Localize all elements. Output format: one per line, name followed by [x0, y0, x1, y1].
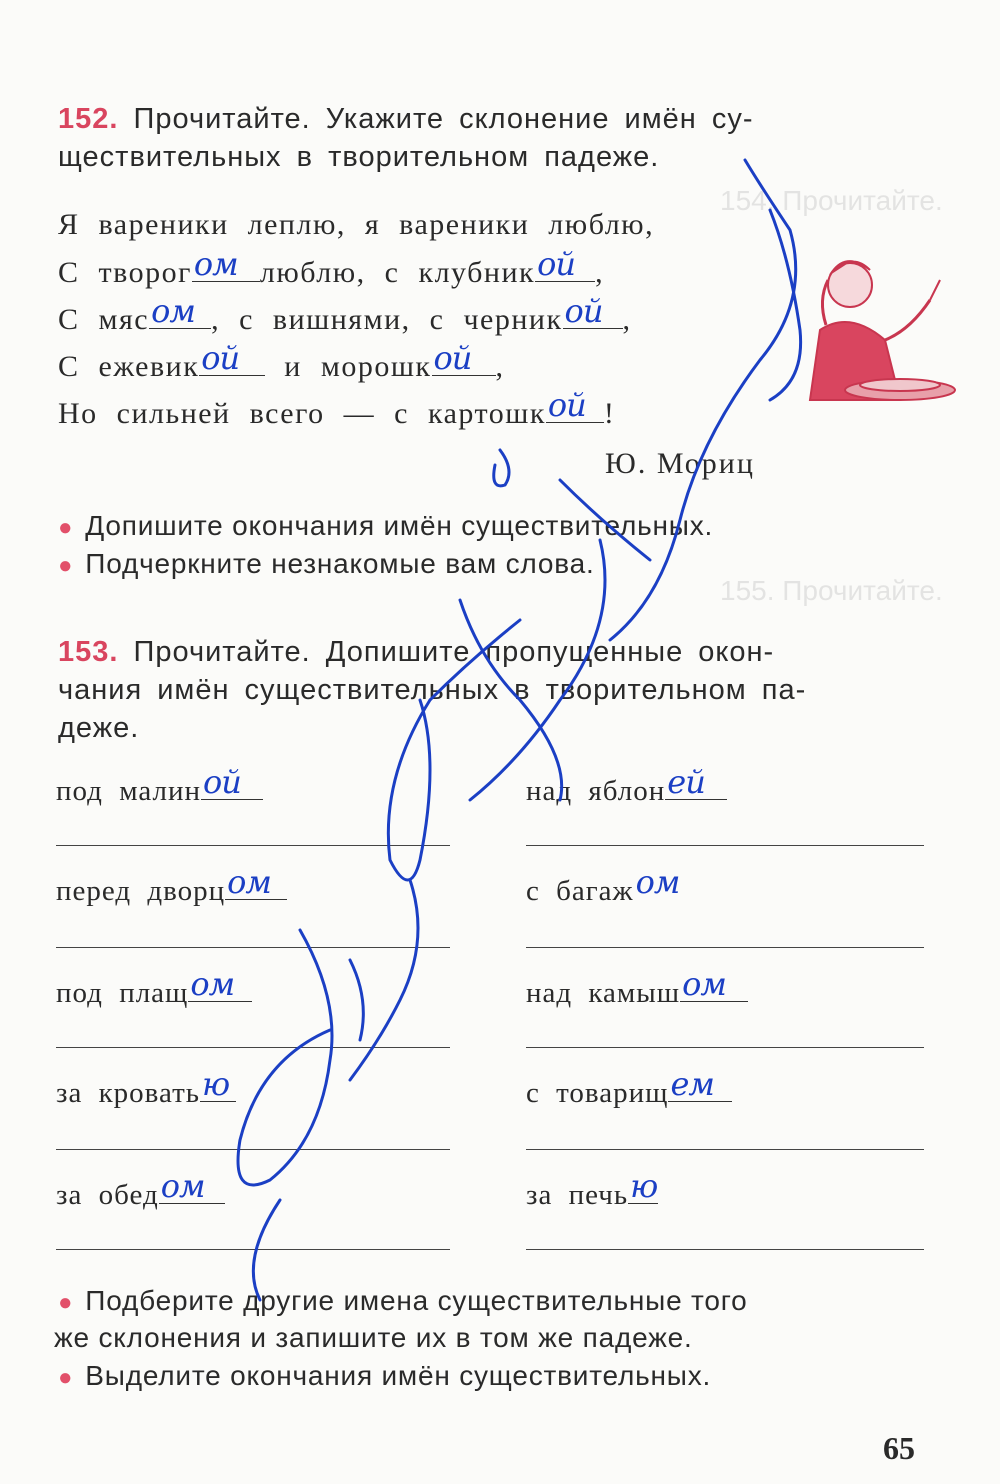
word-stem: перед дворц	[56, 875, 226, 907]
bullet-icon: ●	[58, 514, 74, 541]
word-stem: с товарищ	[526, 1077, 669, 1109]
task-text: же склонения и запишите их в том же падеже.	[54, 1322, 693, 1353]
handwritten-ending: ом	[682, 965, 726, 1003]
word-stem: с багаж	[526, 875, 634, 907]
task-text: Подберите другие имена существительные того	[85, 1285, 748, 1316]
instruction-text: Прочитайте. Допишите пропущенные окон-	[133, 636, 775, 668]
poem-text: ,	[495, 350, 505, 383]
poem-text: Я вареники леплю, я вареники люблю,	[58, 208, 655, 241]
handwritten-ending: ей	[667, 763, 705, 801]
word-stem: над камыш	[526, 977, 681, 1009]
poem-text: Но сильней всего — с картошк	[58, 397, 546, 430]
handwritten-ending: ом	[227, 863, 271, 901]
handwritten-ending: ой	[202, 763, 241, 801]
handwritten-ending: ом	[635, 863, 680, 901]
handwritten-ending: ой	[547, 386, 586, 424]
exercise-number: 152.	[58, 103, 119, 135]
handwritten-ending: ой	[433, 339, 472, 377]
poem-text: !	[603, 397, 616, 430]
handwritten-ending: ем	[670, 1065, 714, 1103]
bullet-icon: ●	[58, 552, 74, 579]
word-stem: под плащ	[56, 977, 189, 1009]
page-number: 65	[883, 1430, 915, 1466]
instruction-text: Прочитайте. Укажите склонение имён су-	[133, 103, 754, 135]
bleed-through-text: 155. Прочитайте.	[720, 575, 943, 606]
handwritten-ending: ом	[190, 965, 235, 1003]
bleed-through-text: 154. Прочитайте.	[720, 185, 943, 216]
task-text: Подчеркните незнакомые вам слова.	[85, 548, 595, 579]
bullet-icon: ●	[58, 1289, 74, 1316]
poem-author: Ю. Мориц	[605, 447, 755, 480]
instruction-text: чания имён существительных в творительном па-	[58, 674, 807, 706]
word-stem: за обед	[56, 1179, 159, 1211]
instruction-text: ществительных в творительном падеже.	[58, 141, 660, 173]
task-text: Допишите окончания имён существительных.	[85, 510, 714, 541]
word-stem: за кровать	[56, 1077, 200, 1109]
poem-text: люблю, с клубник	[259, 256, 536, 289]
handwritten-ending: ю	[202, 1065, 230, 1103]
word-stem: под малин	[56, 775, 201, 807]
poem-text: ,	[595, 256, 605, 289]
poem-text: ,	[622, 303, 632, 336]
task-text: Выделите окончания имён существительных.	[85, 1360, 712, 1391]
poem-text: С ежевик	[58, 350, 200, 383]
instruction-text: деже.	[58, 712, 140, 744]
handwritten-ending: ой	[564, 292, 603, 330]
poem-text: , с вишнями, с черник	[211, 303, 563, 336]
poem-text: С творог	[58, 256, 192, 289]
word-stem: над яблон	[526, 775, 666, 807]
handwritten-ending: ой	[201, 339, 240, 377]
handwritten-ending: ой	[537, 245, 575, 283]
word-stem: за печь	[526, 1179, 629, 1211]
handwritten-ending: ом	[160, 1167, 205, 1205]
poem-text: и морошк	[265, 350, 432, 383]
poem-text: С мяс	[58, 303, 150, 336]
handwritten-ending: ю	[630, 1167, 658, 1205]
handwritten-ending: ом	[193, 245, 238, 283]
bullet-icon: ●	[58, 1364, 74, 1391]
exercise-number: 153.	[58, 636, 119, 668]
handwritten-ending: ом	[151, 292, 195, 330]
